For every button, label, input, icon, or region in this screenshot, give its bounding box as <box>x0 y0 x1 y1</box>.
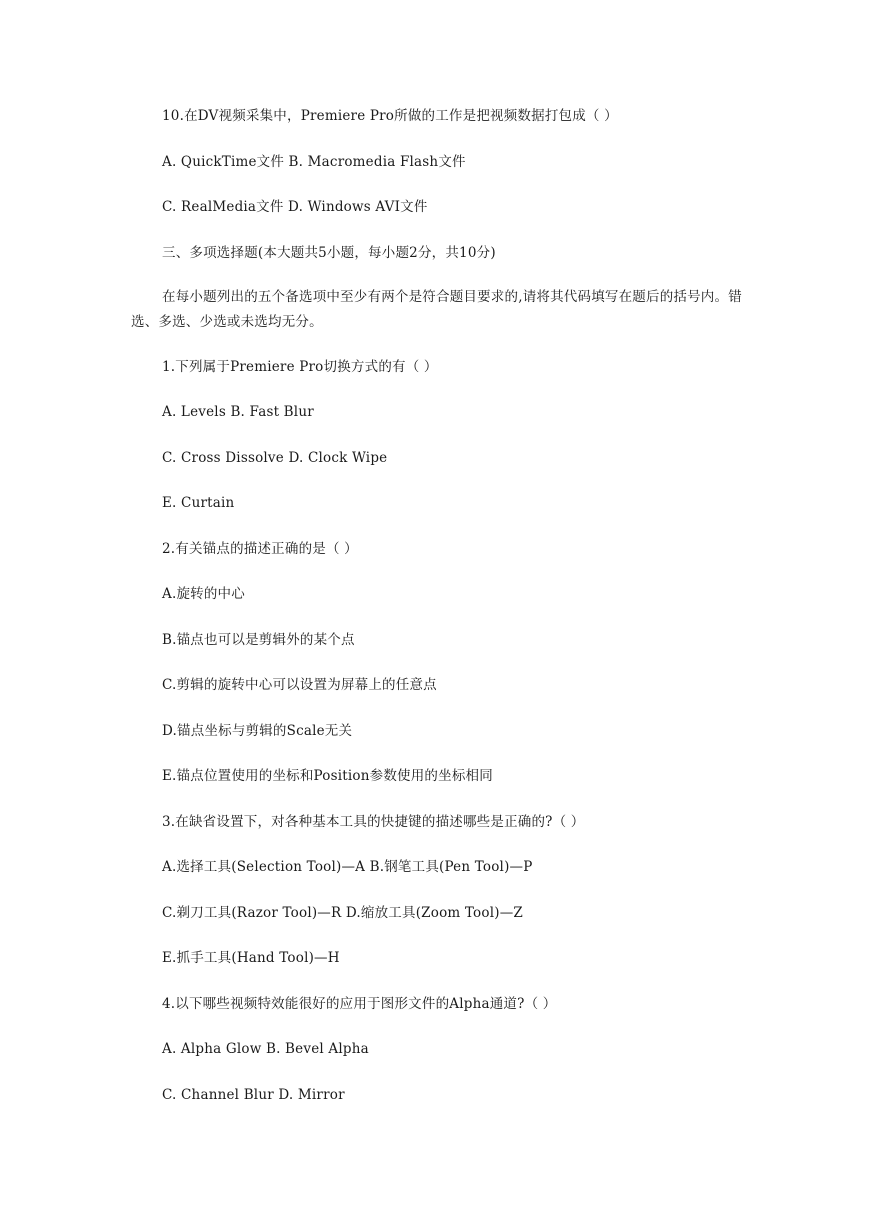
multi-question-1-options-ab: A. Levels B. Fast Blur <box>162 404 314 420</box>
section-3-instructions: 在每小题列出的五个备选项中至少有两个是符合题目要求的,请将其代码填写在题后的括号内。错选、多选、少选或未选均无分。 <box>131 289 742 330</box>
multi-question-4-options-ab: A. Alpha Glow B. Bevel Alpha <box>162 1041 369 1057</box>
multi-question-2-option-e: E.锚点位置使用的坐标和Position参数使用的坐标相同 <box>162 768 493 784</box>
multi-question-3-option-e: E.抓手工具(Hand Tool)—H <box>162 950 340 966</box>
multi-question-3-options-ab: A.选择工具(Selection Tool)—A B.钢笔工具(Pen Tool)—P <box>162 859 533 875</box>
multi-question-2-option-d: D.锚点坐标与剪辑的Scale无关 <box>162 723 353 739</box>
multi-question-2-stem: 2.有关锚点的描述正确的是（ ） <box>162 541 358 557</box>
question-10-stem: 10.在DV视频采集中，Premiere Pro所做的工作是把视频数据打包成（ ） <box>162 108 618 124</box>
question-10-options-cd: C. RealMedia文件 D. Windows AVI文件 <box>162 199 428 215</box>
section-3-heading: 三、多项选择题(本大题共5小题，每小题2分，共10分) <box>162 245 496 261</box>
question-10-options-ab: A. QuickTime文件 B. Macromedia Flash文件 <box>162 154 466 170</box>
multi-question-1-option-e: E. Curtain <box>162 495 235 511</box>
multi-question-2-option-b: B.锚点也可以是剪辑外的某个点 <box>162 632 355 648</box>
multi-question-4-options-cd: C. Channel Blur D. Mirror <box>162 1087 345 1103</box>
multi-question-2-option-c: C.剪辑的旋转中心可以设置为屏幕上的任意点 <box>162 677 437 693</box>
multi-question-3-options-cd: C.剃刀工具(Razor Tool)—R D.缩放工具(Zoom Tool)—Z <box>162 905 523 921</box>
multi-question-3-stem: 3.在缺省设置下，对各种基本工具的快捷键的描述哪些是正确的?（ ） <box>162 814 585 830</box>
multi-question-2-option-a: A.旋转的中心 <box>162 586 245 602</box>
multi-question-1-stem: 1.下列属于Premiere Pro切换方式的有（ ） <box>162 359 438 375</box>
multi-question-4-stem: 4.以下哪些视频特效能很好的应用于图形文件的Alpha通道?（ ） <box>162 996 557 1012</box>
multi-question-1-options-cd: C. Cross Dissolve D. Clock Wipe <box>162 450 388 466</box>
